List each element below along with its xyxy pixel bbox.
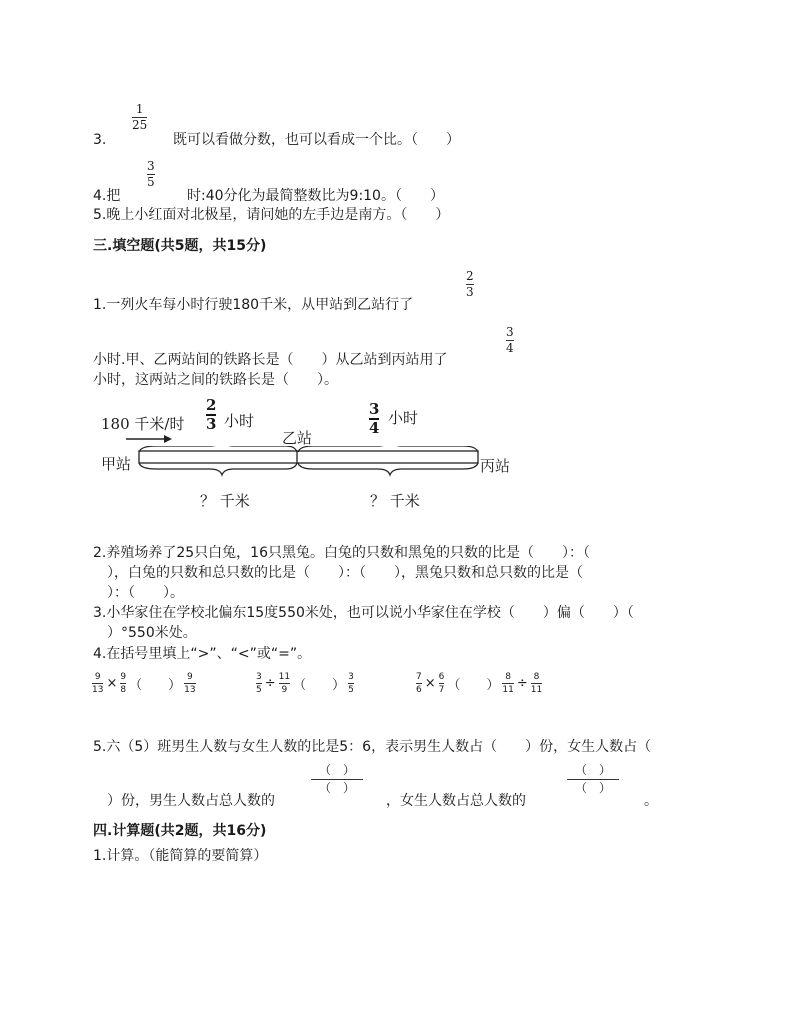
- station-a-label: 甲站: [101, 455, 132, 473]
- fill-q3-line2: ）°550米处。: [93, 625, 197, 641]
- unknown-distance-2: ？ 千米: [370, 492, 420, 510]
- fraction-3-4: [506, 326, 514, 355]
- fraction-denominator: 11: [530, 685, 543, 695]
- fill-q5-line2a: ）份，男生人数占总人数的: [93, 793, 275, 809]
- fraction-1-25: [132, 103, 147, 132]
- operator: ÷: [264, 676, 276, 691]
- fraction: [120, 672, 126, 695]
- fraction: [92, 672, 103, 695]
- section-title-calc: 四.计算题(共2题，共16分): [93, 823, 267, 839]
- fraction-denominator: 8: [120, 685, 127, 695]
- fraction-numerator: 3: [256, 672, 262, 682]
- fraction-bar: [256, 683, 262, 684]
- fraction-bar: [120, 683, 126, 684]
- time-unit-b: 小时: [388, 409, 419, 427]
- operator: ×: [424, 676, 436, 691]
- fraction: [184, 672, 195, 695]
- operator: ×: [106, 676, 118, 691]
- fraction-denominator: 25: [132, 118, 148, 132]
- operator: ÷: [516, 676, 528, 691]
- judge-q5-text: 5.晚上小红面对北极星，请问她的左手边是南方。（ ）: [93, 207, 450, 223]
- fraction-numerator: 8: [533, 672, 540, 682]
- fill-q2-line3: ）：（ ）。: [93, 585, 184, 601]
- fill-q2-line1: 2.养殖场养了25只白兔，16只黑兔。白兔的只数和黑兔的只数的比是（ ）：（: [93, 545, 590, 561]
- diagram-fraction-2-3: [206, 398, 216, 432]
- fraction-numerator-blank[interactable]: （ ）: [574, 763, 611, 777]
- diagram-fraction-3-4: [369, 402, 379, 436]
- fraction-numerator-blank[interactable]: （ ）: [318, 763, 355, 777]
- compare-item-1: [92, 672, 196, 695]
- section-title-fill: 三.填空题(共5题，共15分): [93, 238, 267, 254]
- fraction-denominator-blank[interactable]: （ ）: [318, 781, 355, 795]
- fraction-numerator: 11: [278, 672, 291, 682]
- fraction-denominator: 5: [147, 175, 155, 189]
- fraction-denominator: 3: [206, 415, 217, 433]
- fill-q1-line2: 小时.甲、乙两站间的铁路长是（ ）从乙站到丙站用了: [93, 352, 448, 368]
- judge-q3-number: 3.: [93, 132, 107, 148]
- fraction-denominator: 11: [502, 685, 514, 695]
- judge-q4-text: 时:40分化为最简整数比为9:10。（ ）: [187, 188, 444, 204]
- compare-item-2: [256, 672, 354, 695]
- fraction: [416, 672, 422, 695]
- fraction-bar: [184, 683, 195, 684]
- fill-q4-text: 4.在括号里填上“>”、“<”或“=”。: [93, 646, 312, 662]
- judge-q4-number: 4.把: [93, 188, 121, 204]
- calc-q1-text: 1.计算。（能简算的要简算）: [93, 848, 268, 864]
- fraction-3-5: [147, 160, 155, 189]
- fraction-bar: [439, 683, 445, 684]
- railway-track: [138, 446, 480, 486]
- fraction-numerator: 2: [466, 269, 474, 283]
- arrow-right-icon: [126, 434, 172, 444]
- fraction-numerator: 3: [348, 672, 354, 682]
- fill-q1-line1: 1.一列火车每小时行驶180千米，从甲站到乙站行了: [93, 297, 414, 313]
- fill-q2-line2: ），白兔的只数和总只数的比是（ ）：（ ），黑兔只数和总只数的比是（: [93, 565, 583, 581]
- fraction-bar: [416, 683, 422, 684]
- fraction-bar: [311, 779, 363, 780]
- fraction-numerator: 2: [206, 396, 217, 414]
- answer-blank[interactable]: （ ）: [129, 678, 182, 693]
- fraction: [439, 672, 445, 695]
- fraction-numerator: 3: [147, 159, 155, 173]
- fraction-numerator: 7: [416, 672, 422, 682]
- fraction: [531, 672, 542, 695]
- fraction-denominator-blank[interactable]: （ ）: [574, 781, 611, 795]
- fraction: [256, 672, 262, 695]
- answer-blank[interactable]: （ ）: [293, 678, 346, 693]
- station-c-label: 丙站: [480, 457, 511, 475]
- fraction-denominator: 5: [348, 685, 354, 695]
- unknown-distance-1: ？ 千米: [200, 492, 250, 510]
- fill-q5-line2c: 。: [644, 793, 658, 809]
- fraction-bar: [567, 779, 619, 780]
- fraction: [279, 672, 290, 695]
- time-unit-a: 小时: [224, 412, 255, 430]
- fraction-numerator: 9: [94, 672, 101, 682]
- fraction-denominator: 4: [506, 341, 514, 355]
- judge-q3-text: 既可以看做分数，也可以看成一个比。（ ）: [173, 132, 460, 148]
- fraction: [502, 672, 513, 695]
- blank-fraction-boys[interactable]: [311, 763, 363, 796]
- blank-fraction-girls[interactable]: [567, 763, 619, 796]
- fraction-denominator: 5: [256, 685, 262, 695]
- fraction-denominator: 6: [416, 685, 422, 695]
- fraction-denominator: 7: [438, 685, 445, 695]
- station-b-label: 乙站: [282, 429, 313, 447]
- fraction-denominator: 4: [369, 419, 380, 437]
- fraction-numerator: 9: [120, 672, 127, 682]
- fraction-bar: [348, 683, 354, 684]
- fill-q3-line1: 3.小华家住在学校北偏东15度550米处，也可以说小华家住在学校（ ）偏（ ）（: [93, 605, 634, 621]
- fraction-denominator: 13: [184, 685, 196, 695]
- answer-blank[interactable]: （ ）: [447, 678, 500, 693]
- fraction-numerator: 8: [505, 672, 511, 682]
- fraction-numerator: 3: [506, 325, 514, 339]
- fraction-denominator: 3: [466, 285, 474, 299]
- fraction-2-3: [466, 270, 474, 299]
- fraction-bar: [502, 683, 513, 684]
- compare-item-3: [416, 672, 542, 695]
- fraction: [348, 672, 354, 695]
- fraction-bar: [92, 683, 103, 684]
- fill-q5-line2b: ，女生人数占总人数的: [386, 793, 526, 809]
- fraction-bar: [531, 683, 542, 684]
- fraction-numerator: 9: [186, 672, 193, 682]
- speed-label: 180 千米/时: [101, 415, 185, 433]
- fraction-denominator: 9: [281, 685, 288, 695]
- fill-q5-line1: 5.六（5）班男生人数与女生人数的比是5：6，表示男生人数占（ ）份，女生人数占（: [93, 739, 652, 755]
- fraction-numerator: 6: [438, 672, 445, 682]
- fraction-numerator: 1: [135, 102, 144, 116]
- fraction-denominator: 13: [92, 685, 104, 695]
- fill-q1-line3: 小时，这两站之间的铁路长是（ ）。: [93, 372, 338, 388]
- fraction-numerator: 3: [369, 400, 380, 418]
- fraction-bar: [279, 683, 290, 684]
